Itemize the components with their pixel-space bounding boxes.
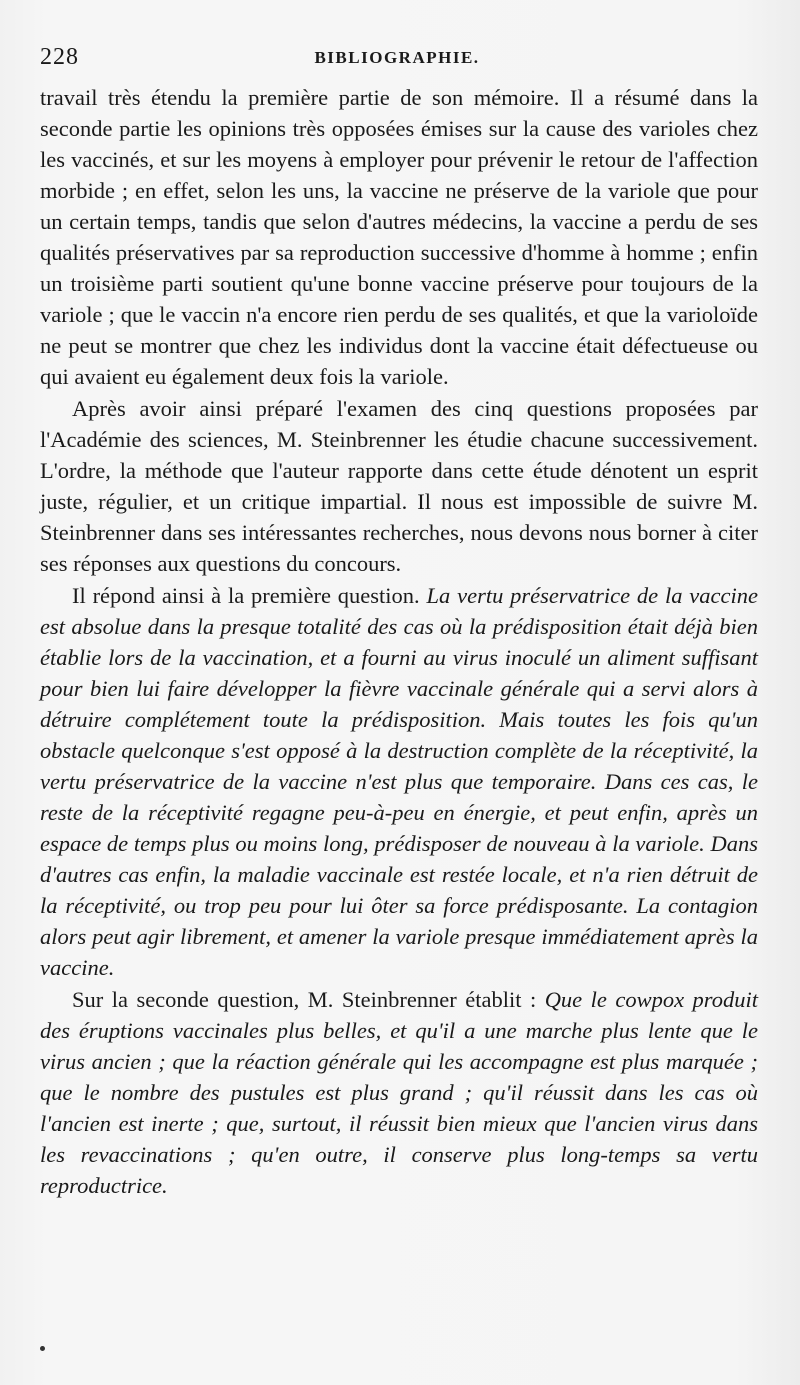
paragraph-2-text: Après avoir ainsi préparé l'examen des cinq questions proposées par l'Académie des sciences, M. Steinbrenner les étudie chacune successivement. L'ordre, la méthode que l'auteur rapporte dans cette étude dénotent un esprit juste, régulier, et un critique impartial. Il nous est impossible de suivre M. Steinbrenner dans ses intéressantes recherches, nous devons nous borner à citer ses réponses aux questions du concours.: [40, 396, 758, 576]
page-number: 228: [40, 44, 79, 70]
body-text: [40, 82, 758, 1201]
paragraph-1: [40, 82, 758, 392]
paragraph-3-intro: Il répond ainsi à la première question.: [72, 583, 427, 608]
paragraph-3-quote: La vertu préservatrice de la vaccine est absolue dans la presque totalité des cas où la prédisposition était déjà bien établie lors de la vaccination, et a fourni au virus inoculé un aliment suffisant pour bien lui faire développer la fièvre vaccinale générale qui a servi alors à détruire complétement toute la prédisposition. Mais toutes les fois qu'un obstacle quelconque s'est opposé à la destruction complète de la réceptivité, la vertu préservatrice de la vaccine n'est plus que temporaire. Dans ces cas, le reste de la réceptivité regagne peu-à-peu en énergie, et peut enfin, après un espace de temps plus ou moins long, prédisposer de nouveau à la variole. Dans d'autres cas enfin, la maladie vaccinale est restée locale, et n'a rien détruit de la réceptivité, ou trop peu pour lui ôter sa force prédisposante. La contagion alors peut agir librement, et amener la variole presque immédiatement après la vaccine.: [40, 583, 759, 980]
paragraph-1-text: travail très étendu la première partie de son mémoire. Il a résumé dans la seconde partie les opinions très opposées émises sur la cause des varioles chez les vaccinés, et sur les moyens à employer pour prévenir le retour de l'affection morbide ; en effet, selon les uns, la vaccine ne préserve de la variole que pour un certain temps, tandis que selon d'autres médecins, la vaccine a perdu de ses qualités préservatives par sa reproduction successive d'homme à homme ; enfin un troisième parti soutient qu'une bonne vaccine préserve pour toujours de la variole ; que le vaccin n'a encore rien perdu de ses qualités, et que la varioloïde ne peut se montrer que chez les individus dont la vaccine était défectueuse ou qui avaient eu également deux fois la variole.: [40, 85, 758, 389]
paragraph-4: [40, 984, 758, 1201]
ink-speck: [40, 1346, 45, 1351]
paragraph-4-quote: Que le cowpox produit des éruptions vaccinales plus belles, et qu'il a une marche plus lente que le virus ancien ; que la réaction générale qui les accompagne est plus marquée ; que le nombre des pustules est plus grand ; qu'il réussit dans les cas où l'ancien est inerte ; que, surtout, il réussit bien mieux que l'ancien virus dans les revaccinations ; qu'en outre, il conserve plus long-temps sa vertu reproductrice.: [40, 987, 758, 1198]
paragraph-4-intro: Sur la seconde question, M. Steinbrenner établit :: [72, 987, 545, 1012]
paragraph-3: [40, 580, 758, 983]
running-head: BIBLIOGRAPHIE.: [314, 48, 480, 67]
page-header: [40, 44, 754, 78]
paragraph-2: [40, 393, 758, 579]
